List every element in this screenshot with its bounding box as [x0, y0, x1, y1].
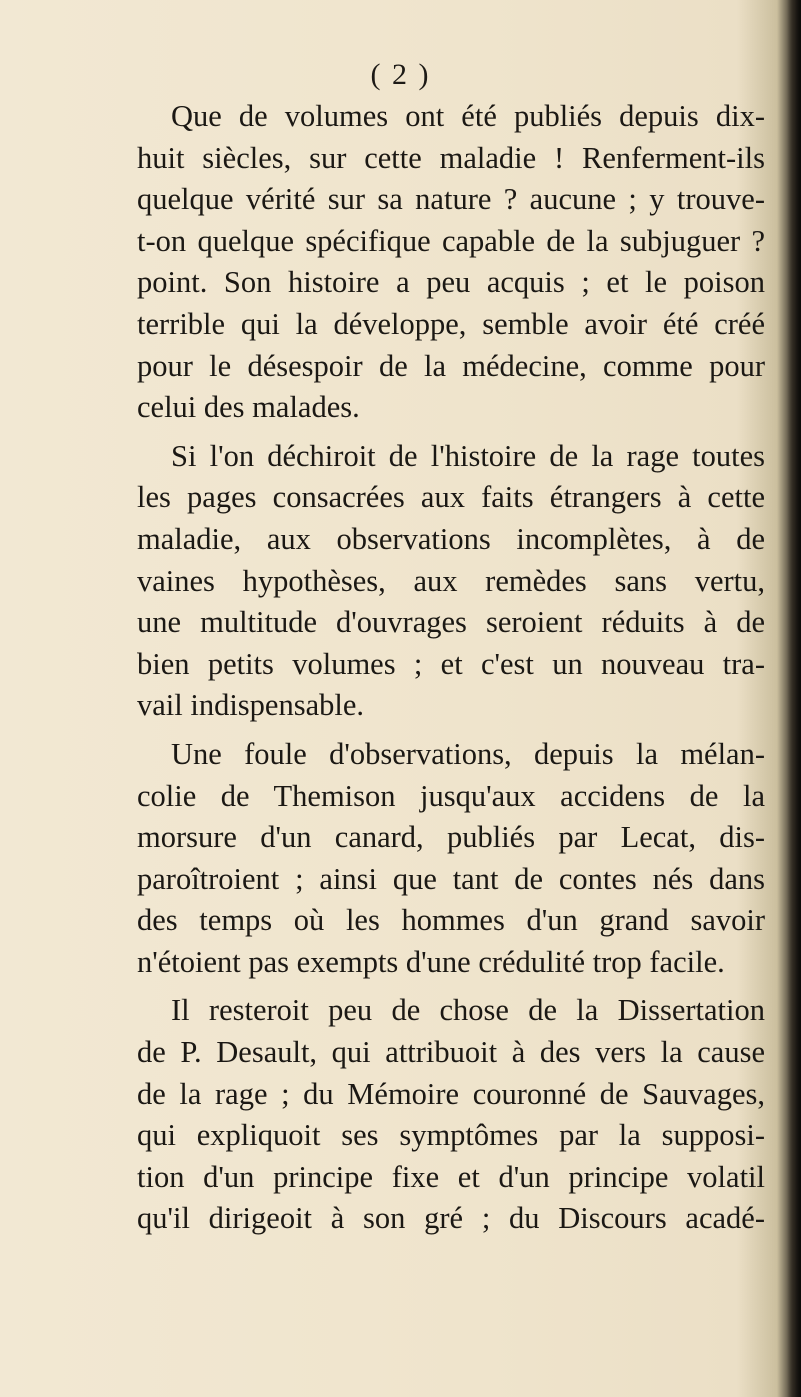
text-line: colie de Themison jusqu'aux accidens de la — [137, 778, 765, 813]
text-line: vail indispensable. — [137, 688, 365, 723]
paragraph-2 — [137, 436, 765, 727]
text-line: point. Son histoire a peu acquis ; et le poison — [137, 265, 765, 300]
page-edge-shadow — [787, 0, 801, 1397]
paragraph-3 — [137, 734, 765, 984]
paragraph-4 — [137, 990, 765, 1240]
text-line: quelque vérité sur sa nature ? aucune ; y trouve- — [137, 182, 765, 217]
text-line: Si l'on déchiroit de l'histoire de la rage toutes — [171, 438, 765, 473]
text-line: huit siècles, sur cette maladie ! Renferment-ils — [137, 140, 765, 175]
text-line: celui des malades. — [137, 390, 360, 425]
text-line: morsure d'un canard, publiés par Lecat, dis- — [137, 820, 765, 855]
body-text — [137, 96, 765, 1247]
text-line: Une foule d'observations, depuis la mélan- — [171, 736, 765, 771]
text-line: maladie, aux observations incomplètes, à de — [137, 521, 765, 556]
text-line: Il resteroit peu de chose de la Dissertation — [171, 993, 765, 1028]
text-line: une multitude d'ouvrages seroient réduits à de — [137, 605, 765, 640]
text-line: t-on quelque spécifique capable de la subjuguer ? — [137, 223, 765, 258]
text-line: paroîtroient ; ainsi que tant de contes nés dans — [137, 861, 765, 896]
text-line: pour le désespoir de la médecine, comme pour — [137, 348, 765, 383]
text-line: des temps où les hommes d'un grand savoir — [137, 903, 765, 938]
text-line: de P. Desault, qui attribuoit à des vers la cause — [137, 1035, 765, 1070]
text-line: Que de volumes ont été publiés depuis dix- — [171, 99, 765, 133]
text-line: qui expliquoit ses symptômes par la supposi- — [137, 1118, 765, 1153]
text-line: terrible qui la développe, semble avoir été créé — [137, 306, 765, 341]
text-line: tion d'un principe fixe et d'un principe volatil — [137, 1159, 765, 1194]
text-line: de la rage ; du Mémoire couronné de Sauvages, — [137, 1076, 765, 1111]
page-number: ( 2 ) — [370, 58, 431, 91]
text-line: bien petits volumes ; et c'est un nouveau tra- — [137, 646, 765, 681]
text-line: les pages consacrées aux faits étrangers à cette — [137, 480, 765, 515]
text-line: vaines hypothèses, aux remèdes sans vertu, — [137, 563, 765, 598]
text-line: qu'il dirigeoit à son gré ; du Discours acadé- — [137, 1201, 765, 1236]
paragraph-1 — [137, 96, 765, 429]
text-line: n'étoient pas exempts d'une crédulité trop facile. — [137, 944, 725, 979]
